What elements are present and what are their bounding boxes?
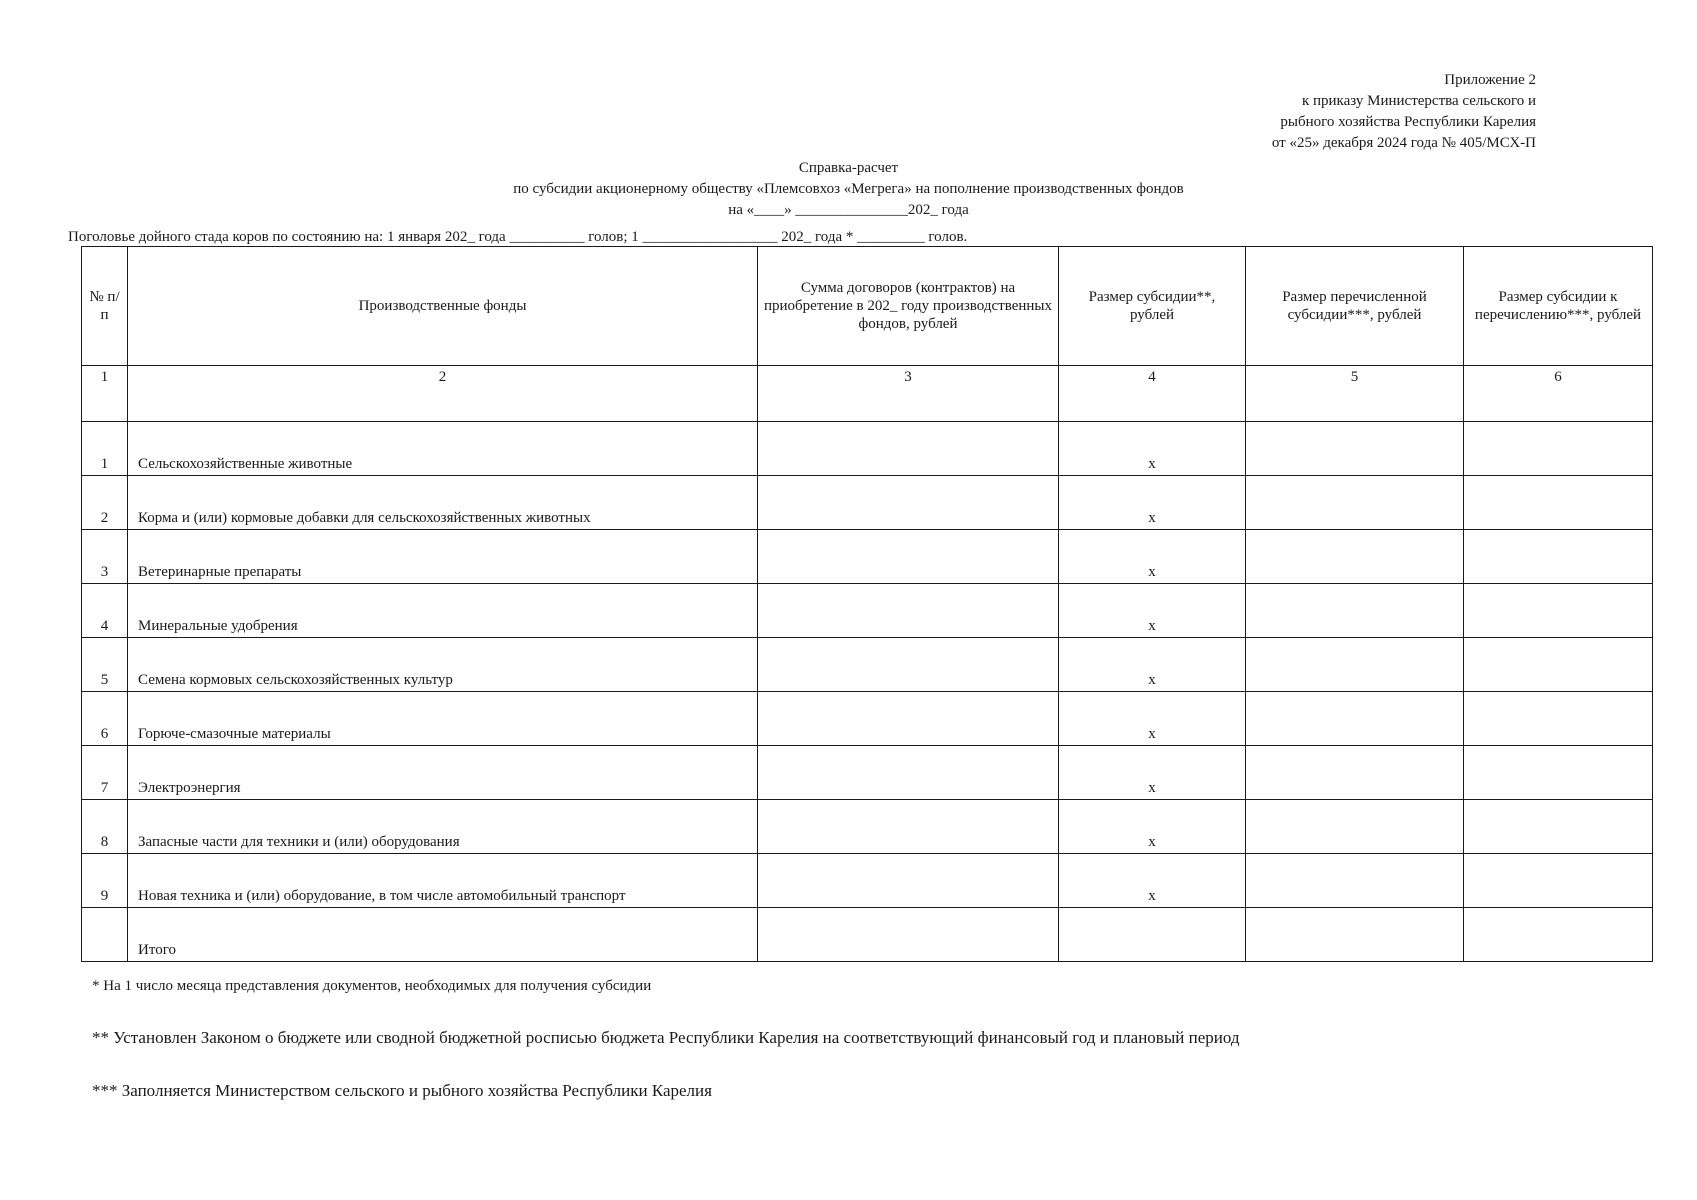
appendix-line-3: рыбного хозяйства Республики Карелия (1280, 114, 1536, 130)
header-subsidy-to-transfer: Размер субсидии к перечислению***, рублей (1464, 247, 1653, 366)
table-row (82, 584, 1653, 638)
row-number: 4 (82, 584, 128, 638)
header-number: № п/п (82, 247, 128, 366)
row-contract-sum-cell (758, 584, 1059, 638)
herd-count-line: Поголовье дойного стада коров по состоянию на: 1 января 202_ года __________ голов; 1 __________________ 202_ года * _________ голов. (68, 229, 968, 245)
table-row (82, 854, 1653, 908)
row-contract-sum-cell (758, 638, 1059, 692)
row-fund-name: Семена кормовых сельскохозяйственных культур (128, 638, 758, 692)
row-subsidy-cell: x (1059, 692, 1246, 746)
row-fund-name: Сельскохозяйственные животные (128, 422, 758, 476)
row-contract-sum-cell (758, 746, 1059, 800)
row-contract-sum-cell (758, 530, 1059, 584)
row-number: 9 (82, 854, 128, 908)
row-to-transfer-cell (1464, 638, 1653, 692)
title-line-2: по субсидии акционерному обществу «Племсовхоз «Мегрега» на пополнение производственных фондов (513, 181, 1184, 197)
table-row (82, 908, 1653, 962)
row-number: 2 (82, 476, 128, 530)
header-production-funds: Производственные фонды (128, 247, 758, 366)
row-to-transfer-cell (1464, 530, 1653, 584)
row-to-transfer-cell (1464, 854, 1653, 908)
row-subsidy-cell: x (1059, 638, 1246, 692)
appendix-line-1: Приложение 2 (1444, 72, 1536, 88)
header-subsidy-size: Размер субсидии**, рублей (1059, 247, 1246, 366)
row-contract-sum-cell (758, 692, 1059, 746)
row-contract-sum-cell (758, 422, 1059, 476)
footnote-1: * На 1 число месяца представления документов, необходимых для получения субсидии (92, 978, 652, 994)
row-to-transfer-cell (1464, 584, 1653, 638)
row-number: 8 (82, 800, 128, 854)
row-fund-name: Итого (128, 908, 758, 962)
row-fund-name: Минеральные удобрения (128, 584, 758, 638)
row-transferred-cell (1246, 584, 1464, 638)
column-number: 6 (1464, 366, 1653, 422)
row-number: 6 (82, 692, 128, 746)
title-line-3: на «____» _______________202_ года (728, 202, 969, 218)
row-number: 5 (82, 638, 128, 692)
column-number: 4 (1059, 366, 1246, 422)
header-transferred-subsidy: Размер перечисленной субсидии***, рублей (1246, 247, 1464, 366)
row-number: 7 (82, 746, 128, 800)
table-row (82, 692, 1653, 746)
row-subsidy-cell: x (1059, 854, 1246, 908)
row-number: 1 (82, 422, 128, 476)
row-subsidy-cell: x (1059, 422, 1246, 476)
row-to-transfer-cell (1464, 422, 1653, 476)
appendix-header (1272, 70, 1536, 154)
row-transferred-cell (1246, 746, 1464, 800)
row-to-transfer-cell (1464, 908, 1653, 962)
row-subsidy-cell: x (1059, 530, 1246, 584)
row-to-transfer-cell (1464, 746, 1653, 800)
row-subsidy-cell: x (1059, 476, 1246, 530)
row-to-transfer-cell (1464, 692, 1653, 746)
table-row (82, 746, 1653, 800)
table-row (82, 476, 1653, 530)
row-transferred-cell (1246, 854, 1464, 908)
row-contract-sum-cell (758, 800, 1059, 854)
row-to-transfer-cell (1464, 800, 1653, 854)
row-fund-name: Электроэнергия (128, 746, 758, 800)
document-title (0, 158, 1697, 221)
row-transferred-cell (1246, 422, 1464, 476)
row-subsidy-cell: x (1059, 584, 1246, 638)
column-number: 3 (758, 366, 1059, 422)
row-contract-sum-cell (758, 854, 1059, 908)
column-number: 2 (128, 366, 758, 422)
header-contract-sum: Сумма договоров (контрактов) на приобретение в 202_ году производственных фондов, рублей (758, 247, 1059, 366)
column-numbers-row (82, 366, 1653, 422)
footnote-3: *** Заполняется Министерством сельского и рыбного хозяйства Республики Карелия (92, 1081, 712, 1100)
row-fund-name: Горюче-смазочные материалы (128, 692, 758, 746)
row-transferred-cell (1246, 800, 1464, 854)
row-transferred-cell (1246, 530, 1464, 584)
row-fund-name: Корма и (или) кормовые добавки для сельскохозяйственных животных (128, 476, 758, 530)
table-header-row (82, 247, 1653, 366)
row-transferred-cell (1246, 908, 1464, 962)
row-transferred-cell (1246, 476, 1464, 530)
table-row (82, 422, 1653, 476)
row-contract-sum-cell (758, 476, 1059, 530)
appendix-line-2: к приказу Министерства сельского и (1301, 93, 1536, 109)
subsidy-calculation-table (81, 246, 1653, 962)
row-subsidy-cell: x (1059, 800, 1246, 854)
column-number: 1 (82, 366, 128, 422)
table-row (82, 530, 1653, 584)
table-row (82, 638, 1653, 692)
row-fund-name: Запасные части для техники и (или) оборудования (128, 800, 758, 854)
row-contract-sum-cell (758, 908, 1059, 962)
row-subsidy-cell: x (1059, 746, 1246, 800)
row-transferred-cell (1246, 692, 1464, 746)
row-fund-name: Ветеринарные препараты (128, 530, 758, 584)
row-number (82, 908, 128, 962)
footnote-2: ** Установлен Законом о бюджете или сводной бюджетной росписью бюджета Республики Карелия на соответствующий финансовый год и плановый период (92, 1028, 1240, 1047)
row-subsidy-cell (1059, 908, 1246, 962)
title-line-1: Справка-расчет (798, 160, 899, 176)
row-number: 3 (82, 530, 128, 584)
row-fund-name: Новая техника и (или) оборудование, в том числе автомобильный транспорт (128, 854, 758, 908)
row-transferred-cell (1246, 638, 1464, 692)
row-to-transfer-cell (1464, 476, 1653, 530)
table-row (82, 800, 1653, 854)
appendix-line-4: от «25» декабря 2024 года № 405/МСХ-П (1271, 135, 1536, 151)
column-number: 5 (1246, 366, 1464, 422)
